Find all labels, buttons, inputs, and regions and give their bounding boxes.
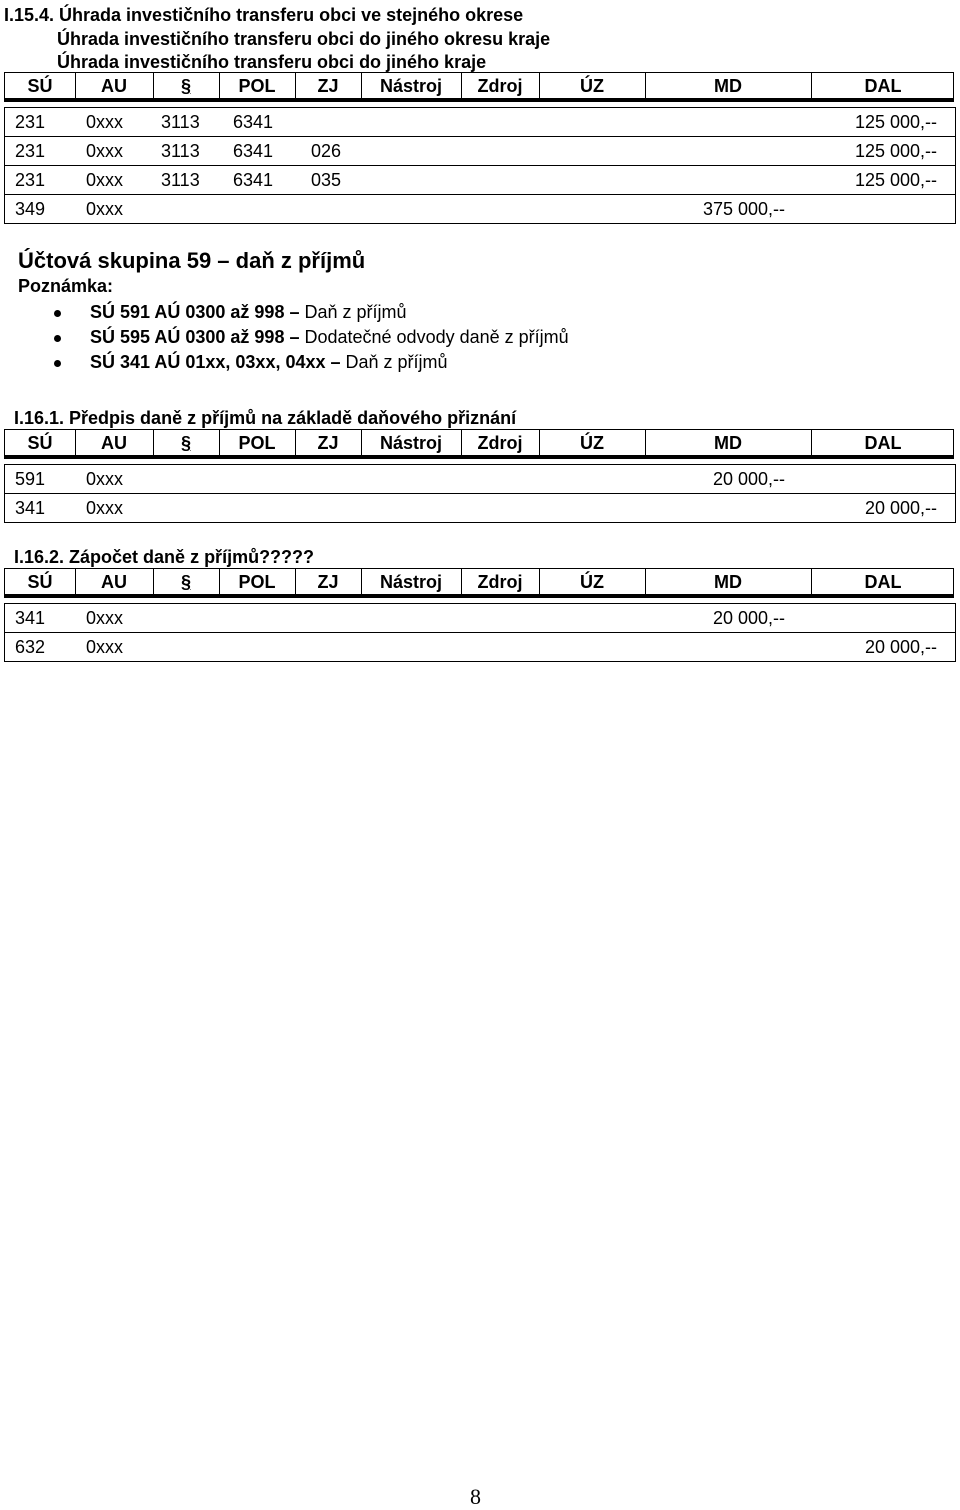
note-label: Poznámka:: [18, 276, 114, 296]
col-nastroj: Nástroj: [379, 433, 442, 453]
col-su: SÚ: [27, 572, 53, 592]
bullet-icon: [54, 310, 61, 317]
cell-pol: 6341: [233, 170, 274, 190]
col-pol: POL: [238, 572, 276, 592]
list-item: [50, 325, 569, 350]
cell-md: 20 000,--: [712, 608, 785, 628]
cell-paragraph: 3113: [161, 141, 200, 161]
col-au: AU: [101, 572, 127, 592]
cell-su: 231: [15, 170, 46, 190]
table-row: [4, 107, 956, 137]
cell-au: 0xxx: [86, 608, 124, 628]
cell-zj: 026: [311, 141, 342, 161]
col-su: SÚ: [27, 433, 53, 453]
col-nastroj: Nástroj: [379, 572, 442, 592]
cell-au: 0xxx: [86, 112, 124, 132]
cell-au: 0xxx: [86, 498, 124, 518]
cell-au: 0xxx: [86, 199, 124, 219]
cell-dal: 125 000,--: [854, 170, 937, 190]
cell-au: 0xxx: [86, 469, 124, 489]
cell-paragraph: 3113: [161, 170, 200, 190]
cell-au: 0xxx: [86, 141, 124, 161]
notes-list: [50, 300, 569, 375]
cell-pol: 6341: [233, 112, 274, 132]
col-zj: ZJ: [317, 76, 339, 96]
cell-su: 231: [15, 112, 46, 132]
col-su: SÚ: [27, 76, 53, 96]
col-paragraph: §: [180, 572, 191, 592]
cell-zj: 035: [311, 170, 342, 190]
col-paragraph: §: [180, 76, 191, 96]
cell-dal: 20 000,--: [864, 498, 937, 518]
cell-dal: 125 000,--: [854, 112, 937, 132]
col-dal: DAL: [864, 572, 902, 592]
col-dal: DAL: [864, 433, 902, 453]
col-zdroj: Zdroj: [477, 76, 523, 96]
cell-paragraph: 3113: [161, 112, 200, 132]
col-uz: ÚZ: [580, 572, 604, 592]
col-dal: DAL: [864, 76, 902, 96]
col-pol: POL: [238, 76, 276, 96]
col-zj: ZJ: [317, 572, 339, 592]
note-text: Dodatečné odvody daně z příjmů: [299, 327, 569, 347]
section-title: I.16.2. Zápočet daně z příjmů?????: [14, 547, 315, 567]
table-header: [4, 429, 954, 459]
col-uz: ÚZ: [580, 76, 604, 96]
col-au: AU: [101, 433, 127, 453]
col-zdroj: Zdroj: [477, 572, 523, 592]
bullet-icon: [54, 360, 61, 367]
table-row: [4, 166, 956, 195]
section-title: I.15.4. Úhrada investičního transferu obci ve stejného okrese: [4, 5, 524, 25]
note-text: Daň z příjmů: [340, 352, 448, 372]
cell-su: 591: [15, 469, 46, 489]
cell-au: 0xxx: [86, 170, 124, 190]
col-zj: ZJ: [317, 433, 339, 453]
col-au: AU: [101, 76, 127, 96]
note-code: SÚ 591 AÚ 0300 až 998 –: [90, 302, 300, 322]
col-md: MD: [714, 572, 742, 592]
col-paragraph: §: [180, 433, 191, 453]
cell-su: 341: [15, 498, 46, 518]
cell-md: 20 000,--: [712, 469, 785, 489]
note-code: SÚ 595 AÚ 0300 až 998 –: [90, 327, 300, 347]
list-item: [50, 300, 569, 325]
section-subtitle: Úhrada investičního transferu obci do jiného okresu kraje: [57, 29, 551, 49]
table-header: [4, 568, 954, 598]
page-number: 8: [470, 1484, 481, 1509]
cell-dal: 125 000,--: [854, 141, 937, 161]
col-uz: ÚZ: [580, 433, 604, 453]
cell-su: 349: [15, 199, 46, 219]
note-code: SÚ 341 AÚ 01xx, 03xx, 04xx –: [90, 352, 341, 372]
col-md: MD: [714, 433, 742, 453]
table-row: [4, 633, 956, 662]
section-subtitle: Úhrada investičního transferu obci do jiného kraje: [57, 52, 487, 72]
cell-su: 231: [15, 141, 46, 161]
cell-au: 0xxx: [86, 637, 124, 657]
bullet-icon: [54, 335, 61, 342]
cell-dal: 20 000,--: [864, 637, 937, 657]
section-title: I.16.1. Předpis daně z příjmů na základě daňového přiznání: [14, 408, 517, 428]
col-zdroj: Zdroj: [477, 433, 523, 453]
cell-pol: 6341: [233, 141, 274, 161]
table-row: [4, 195, 956, 224]
cell-su: 341: [15, 608, 46, 628]
table-header: [4, 72, 954, 102]
cell-su: 632: [15, 637, 46, 657]
list-item: [50, 350, 569, 375]
group-heading: Účtová skupina 59 – daň z příjmů: [18, 248, 366, 273]
table-row: [4, 464, 956, 494]
cell-md: 375 000,--: [702, 199, 785, 219]
table-row: [4, 603, 956, 633]
col-md: MD: [714, 76, 742, 96]
note-text: Daň z příjmů: [299, 302, 407, 322]
col-pol: POL: [238, 433, 276, 453]
table-row: [4, 494, 956, 523]
col-nastroj: Nástroj: [379, 76, 442, 96]
table-row: [4, 137, 956, 166]
